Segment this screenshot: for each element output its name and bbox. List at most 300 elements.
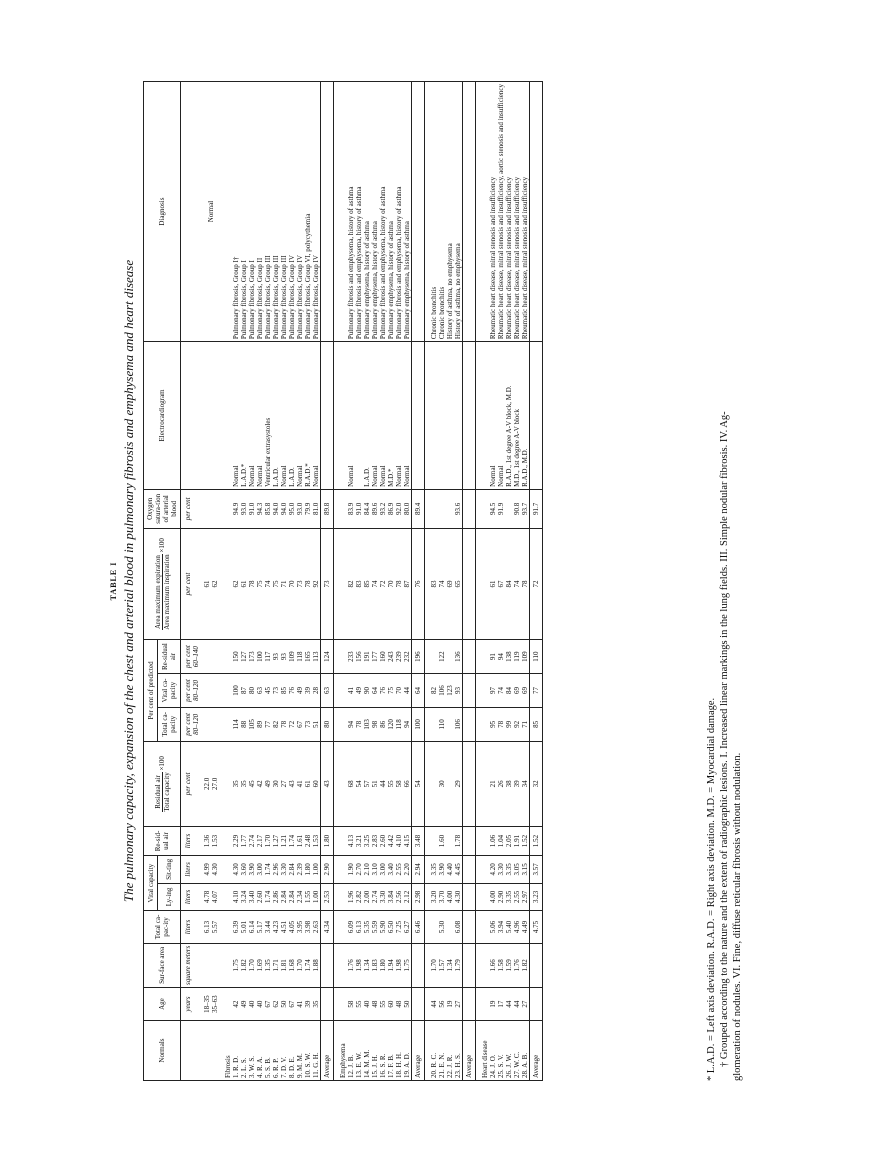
cell-ratio: 45 [248, 741, 256, 826]
cell-ecg: R.A.D.* [304, 342, 312, 490]
cell-surface: 1.81 [280, 943, 288, 987]
cell-area: 73 [296, 528, 304, 639]
cell-ratio: 60 [312, 741, 321, 826]
cell-p-total: 88 [240, 707, 248, 741]
cell-residual [430, 826, 438, 855]
cell-name: 2. L. S. [240, 1021, 248, 1081]
average-p-total: 85 [530, 707, 543, 741]
table-row [355, 82, 363, 1081]
cell-diagnosis: Pulmonary fibrosis, Group IV [288, 82, 296, 342]
table-row [387, 82, 395, 1081]
average-total [463, 911, 476, 944]
cell-total: 6.39 [232, 911, 240, 944]
cell-name: 14. M. M. [363, 1021, 371, 1081]
average-ratio: 54 [412, 741, 425, 826]
average-lying [463, 883, 476, 911]
col-diagnosis: Diagnosis [144, 82, 181, 342]
footnote-grouping-cont: glomeration of nodules. VI. Fine, diffuse reticular fibrosis without nodulation. [732, 752, 743, 1081]
cell-p-total: 71 [521, 707, 530, 741]
cell-ecg: Normal [312, 342, 321, 490]
average-p-vital: 63 [321, 674, 334, 708]
cell-sitting: 3.30 [280, 856, 288, 884]
cell-age: 62 [272, 988, 280, 1021]
cell-name: 18. H. H. [395, 1021, 403, 1081]
cell-surface: 1.80 [379, 943, 387, 987]
cell-p-vital: 69 [513, 674, 521, 708]
col-sitting: Sit-ting [158, 856, 181, 884]
cell-name: 1. R. D. [232, 1021, 240, 1081]
cell-diagnosis: Pulmonary fibrosis and emphysema, history of asthma [395, 82, 403, 342]
cell-oxygen: 90.8 [513, 489, 521, 528]
cell-surface: 1.88 [312, 943, 321, 987]
cell-diagnosis: History of asthma, no emphysema [446, 82, 454, 342]
cell-area: 69 [446, 528, 454, 639]
cell-residual [446, 826, 454, 855]
cell-p-total: 114 [232, 707, 240, 741]
cell-oxygen: 95.0 [288, 489, 296, 528]
cell-ratio: 30 [438, 741, 446, 826]
cell-sitting: 2.55 [395, 856, 403, 884]
cell-lying: 2.90 [497, 883, 505, 911]
cell-surface: 1.82 [521, 943, 530, 987]
cell-residual: 1.52 [521, 826, 530, 855]
cell-ecg [430, 342, 438, 490]
cell-age: 50 [403, 988, 412, 1021]
cell-oxygen: 93.2 [379, 489, 387, 528]
cell-lying: 2.60 [256, 883, 264, 911]
cell-lying: 2.12 [403, 883, 412, 911]
table-row [430, 82, 438, 1081]
cell-lying: 2.55 [513, 883, 521, 911]
cell-total: 5.30 [438, 911, 446, 944]
cell-lying: 4.30 [454, 883, 463, 911]
cell-p-vital: 100 [232, 674, 240, 708]
cell-area: 74 [371, 528, 379, 639]
cell-total: 4.05 [288, 911, 296, 944]
cell-total: 6.13 [355, 911, 363, 944]
group-title: Fibrosis [219, 1021, 232, 1081]
cell-p-total: 82 [272, 707, 280, 741]
cell-name: 3. W. S. [248, 1021, 256, 1081]
cell-ratio: 61 [304, 741, 312, 826]
cell-p-vital: 85 [280, 674, 288, 708]
units-row [181, 82, 204, 1081]
table-row [272, 82, 280, 1081]
table-row [454, 82, 463, 1081]
cell-name: 17. F. B. [387, 1021, 395, 1081]
col-total-capacity: Total ca-pac-ity [144, 911, 181, 944]
cell-age: 27 [454, 988, 463, 1021]
cell-p-vital: 70 [395, 674, 403, 708]
cell-ecg: R.A.D., 1st degree A-V block, M.D. [505, 342, 513, 490]
cell-area: 72 [379, 528, 387, 639]
cell-diagnosis: Pulmonary fibrosis, Group III [272, 82, 280, 342]
cell-diagnosis: Pulmonary fibrosis, Group IV [296, 82, 304, 342]
cell-age: 44 [430, 988, 438, 1021]
cell-p-resid [430, 640, 438, 674]
cell-total [430, 911, 438, 944]
cell-p-total: 103 [363, 707, 371, 741]
cell-p-vital: 28 [312, 674, 321, 708]
cell-area: 74 [264, 528, 272, 639]
cell-ratio: 29 [454, 741, 463, 826]
cell-lying: 3.70 [438, 883, 446, 911]
cell-sitting: 3.05 [513, 856, 521, 884]
cell-oxygen: 89.6 [371, 489, 379, 528]
cell-p-vital: 80 [248, 674, 256, 708]
cell-oxygen: 86.9 [387, 489, 395, 528]
normal-diagnosis: Normal [203, 82, 219, 342]
cell-sitting: 3.35 [430, 856, 438, 884]
cell-lying: 2.86 [272, 883, 280, 911]
residual-ratio-times: ×100 [157, 756, 166, 771]
cell-p-total: 67 [296, 707, 304, 741]
cell-p-resid: 119 [513, 640, 521, 674]
cell-residual: 1.91 [513, 826, 521, 855]
cell-surface: 1.98 [395, 943, 403, 987]
cell-sitting: 3.30 [497, 856, 505, 884]
cell-surface: 1.98 [355, 943, 363, 987]
table-row [403, 82, 412, 1081]
unit-area: per cent [181, 528, 204, 639]
cell-p-vital: 123 [446, 674, 454, 708]
cell-p-resid: 93 [280, 640, 288, 674]
cell-p-vital: 63 [256, 674, 264, 708]
cell-age: 67 [288, 988, 296, 1021]
cell-sitting: 1.80 [304, 856, 312, 884]
cell-lying: 2.82 [355, 883, 363, 911]
cell-oxygen: 93.7 [521, 489, 530, 528]
cell-surface: 1.59 [505, 943, 513, 987]
unit-total: liters [181, 911, 204, 944]
residual-ratio-numerator: Residual air [154, 772, 163, 811]
col-surface-area: Sur-face area [144, 943, 181, 987]
cell-area: 61 [489, 528, 497, 639]
cell-oxygen [505, 489, 513, 528]
cell-surface: 1.83 [371, 943, 379, 987]
cell-total: 4.23 [272, 911, 280, 944]
normal-row-1: 18–35 6.13 4.78 4.99 1.36 22.0 61 Normal [203, 82, 211, 1081]
cell-p-resid: 118 [296, 640, 304, 674]
cell-diagnosis: History of asthma, no emphysema [454, 82, 463, 342]
cell-area: 83 [355, 528, 363, 639]
average-residual: 1.80 [321, 826, 334, 855]
cell-ratio: 49 [264, 741, 272, 826]
col-pred-residual: Re-sidual air [158, 640, 181, 674]
average-residual [463, 826, 476, 855]
cell-ratio: 27 [280, 741, 288, 826]
cell-total: 3.98 [304, 911, 312, 944]
unit-age: years [181, 988, 204, 1021]
cell-p-resid: 91 [489, 640, 497, 674]
cell-total: 5.17 [256, 911, 264, 944]
table-row [304, 82, 312, 1081]
cell-residual: 1.21 [280, 826, 288, 855]
cell-oxygen: 94.9 [232, 489, 240, 528]
cell-ratio: 39 [513, 741, 521, 826]
cell-p-total: 78 [280, 707, 288, 741]
cell-ratio: 44 [379, 741, 387, 826]
cell-p-resid [446, 640, 454, 674]
table-row [363, 82, 371, 1081]
col-age: Age [144, 988, 181, 1021]
cell-p-resid: 160 [379, 640, 387, 674]
average-sitting: 2.90 [321, 856, 334, 884]
cell-sitting: 3.35 [505, 856, 513, 884]
cell-ecg: L.A.D. [288, 342, 296, 490]
table-row [256, 82, 264, 1081]
cell-age: 41 [296, 988, 304, 1021]
cell-sitting: 2.84 [288, 856, 296, 884]
cell-residual: 4.42 [387, 826, 395, 855]
cell-sitting: 3.40 [387, 856, 395, 884]
cell-p-vital: 49 [355, 674, 363, 708]
cell-sitting: 1.74 [264, 856, 272, 884]
cell-ecg: Normal [248, 342, 256, 490]
cell-total: 6.14 [248, 911, 256, 944]
cell-residual: 4.13 [347, 826, 355, 855]
cell-p-total: 105 [248, 707, 256, 741]
average-oxygen [463, 489, 476, 528]
cell-residual: 2.17 [256, 826, 264, 855]
cell-surface: 1.34 [363, 943, 371, 987]
cell-lying: 2.56 [395, 883, 403, 911]
cell-p-resid: 233 [347, 640, 355, 674]
cell-p-total: 98 [371, 707, 379, 741]
col-pred-vital: Vital ca-pacity [158, 674, 181, 708]
cell-age: 60 [387, 988, 395, 1021]
cell-residual: 1.60 [438, 826, 446, 855]
cell-diagnosis: Pulmonary emphysema, history of asthma [363, 82, 371, 342]
cell-surface: 1.34 [446, 943, 454, 987]
cell-lying: 4.00 [489, 883, 497, 911]
cell-age: 35 [312, 988, 321, 1021]
cell-surface: 1.74 [304, 943, 312, 987]
cell-age: 55 [379, 988, 387, 1021]
average-label: Average [321, 1021, 334, 1081]
cell-age: 19 [489, 988, 497, 1021]
unit-pred-vital: per cent 80–120 [181, 674, 204, 708]
area-ratio-denominator: Area maximum inspiration [162, 554, 171, 630]
average-p-total: 80 [321, 707, 334, 741]
cell-area: 62 [232, 528, 240, 639]
cell-lying: 3.20 [430, 883, 438, 911]
cell-age: 48 [371, 988, 379, 1021]
cell-p-vital: 93 [454, 674, 463, 708]
cell-diagnosis: Pulmonary fibrosis and emphysema, history of asthma [355, 82, 363, 342]
average-ratio: 43 [321, 741, 334, 826]
cell-lying: 2.84 [288, 883, 296, 911]
cell-p-total: 94 [403, 707, 412, 741]
cell-ratio: 35 [232, 741, 240, 826]
table-label: TABLE I [109, 561, 118, 601]
cell-total: 5.06 [489, 911, 497, 944]
table-row [489, 82, 497, 1081]
cell-lying: 1.74 [264, 883, 272, 911]
cell-lying: 1.96 [347, 883, 355, 911]
cell-area: 74 [438, 528, 446, 639]
cell-p-vital: 49 [296, 674, 304, 708]
average-sitting: 3.57 [530, 856, 543, 884]
cell-surface: 1.94 [387, 943, 395, 987]
cell-residual: 2.74 [248, 826, 256, 855]
cell-surface: 1.82 [240, 943, 248, 987]
cell-diagnosis: Pulmonary fibrosis, Group VI, polycythemia [304, 82, 312, 342]
cell-age: 17 [497, 988, 505, 1021]
col-oxygen: Oxygen satura-tion of arterial blood [144, 489, 181, 528]
cell-p-resid: 239 [395, 640, 403, 674]
cell-surface: 1.79 [454, 943, 463, 987]
average-sitting: 2.94 [412, 856, 425, 884]
cell-residual: 2.60 [379, 826, 387, 855]
cell-p-vital: 97 [489, 674, 497, 708]
average-lying: 2.53 [321, 883, 334, 911]
cell-ratio: 34 [521, 741, 530, 826]
cell-name: 20. R. C. [430, 1021, 438, 1081]
cell-residual: 1.77 [240, 826, 248, 855]
cell-ratio: 51 [371, 741, 379, 826]
cell-area: 74 [513, 528, 521, 639]
cell-p-vital: 74 [497, 674, 505, 708]
cell-name: 9. M. M. [296, 1021, 304, 1081]
cell-lying: 4.10 [232, 883, 240, 911]
average-p-vital: 64 [412, 674, 425, 708]
cell-name: 23. H. S. [454, 1021, 463, 1081]
cell-ratio: 54 [355, 741, 363, 826]
cell-ecg [355, 342, 363, 490]
cell-residual: 1.27 [272, 826, 280, 855]
cell-ecg: Normal [347, 342, 355, 490]
cell-p-resid: 117 [264, 640, 272, 674]
col-ecg: Electrocardiogram [144, 342, 181, 490]
cell-name: 4. R. A. [256, 1021, 264, 1081]
average-p-resid: 196 [412, 640, 425, 674]
cell-area: 71 [280, 528, 288, 639]
cell-p-resid: 177 [371, 640, 379, 674]
cell-p-vital: 76 [288, 674, 296, 708]
cell-age: 44 [505, 988, 513, 1021]
average-residual: 1.52 [530, 826, 543, 855]
average-total: 4.34 [321, 911, 334, 944]
cell-ecg: Normal [232, 342, 240, 490]
cell-p-total: 78 [355, 707, 363, 741]
cell-lying: 1.55 [304, 883, 312, 911]
cell-sitting: 3.00 [256, 856, 264, 884]
group-title: Emphysema [334, 1021, 348, 1081]
average-oxygen: 91.7 [530, 489, 543, 528]
cell-residual: 1.06 [489, 826, 497, 855]
cell-area: 75 [256, 528, 264, 639]
cell-total: 5.01 [240, 911, 248, 944]
cell-p-resid: 94 [497, 640, 505, 674]
average-oxygen: 89.8 [321, 489, 334, 528]
cell-residual: 1.78 [454, 826, 463, 855]
cell-oxygen: 94.5 [489, 489, 497, 528]
cell-lying: 2.84 [280, 883, 288, 911]
average-p-resid [463, 640, 476, 674]
col-vital-capacity: Vital capacity [144, 856, 158, 911]
cell-oxygen [446, 489, 454, 528]
cell-total: 5.35 [363, 911, 371, 944]
cell-area: 67 [497, 528, 505, 639]
cell-total: 4.49 [521, 911, 530, 944]
cell-ratio: 41 [296, 741, 304, 826]
cell-surface: 1.66 [489, 943, 497, 987]
cell-p-resid: 165 [304, 640, 312, 674]
cell-oxygen: 93.6 [454, 489, 463, 528]
cell-diagnosis: Rheumatic heart disease, mitral stenosis and insufficiency [513, 82, 521, 342]
table-row [347, 82, 355, 1081]
cell-diagnosis: Pulmonary emphysema, history of asthma [387, 82, 395, 342]
cell-surface: 1.35 [264, 943, 272, 987]
cell-age: 58 [347, 988, 355, 1021]
cell-total: 6.50 [387, 911, 395, 944]
cell-age: 67 [264, 988, 272, 1021]
cell-oxygen [430, 489, 438, 528]
average-label: Average [530, 1021, 543, 1081]
table-row [288, 82, 296, 1081]
cell-p-total [446, 707, 454, 741]
cell-sitting: 3.15 [521, 856, 530, 884]
cell-oxygen: 91.0 [248, 489, 256, 528]
cell-area: 78 [304, 528, 312, 639]
average-label: Average [463, 1021, 476, 1081]
cell-name: 27. W. C. [513, 1021, 521, 1081]
cell-oxygen [438, 489, 446, 528]
cell-p-total: 73 [304, 707, 312, 741]
cell-total: 6.09 [347, 911, 355, 944]
cell-ratio: 26 [497, 741, 505, 826]
cell-total: 5.90 [379, 911, 387, 944]
cell-oxygen: 94.3 [256, 489, 264, 528]
average-total: 6.46 [412, 911, 425, 944]
cell-ecg: M.D., 1st degree A-V block [513, 342, 521, 490]
cell-surface: 1.70 [248, 943, 256, 987]
cell-oxygen: 84.4 [363, 489, 371, 528]
cell-name: 7. D. V. [280, 1021, 288, 1081]
cell-diagnosis: Rheumatic heart disease, mitral stenosis and insufficiency [489, 82, 497, 342]
cell-diagnosis: Pulmonary fibrosis and emphysema, history of asthma [379, 82, 387, 342]
cell-diagnosis: Pulmonary fibrosis and emphysema, history of asthma [347, 82, 355, 342]
cell-sitting: 3.00 [379, 856, 387, 884]
cell-p-total: 92 [513, 707, 521, 741]
cell-sitting: 4.40 [446, 856, 454, 884]
cell-sitting: 3.60 [240, 856, 248, 884]
cell-surface: 1.70 [296, 943, 304, 987]
group-title-row [219, 82, 232, 1081]
average-residual: 3.48 [412, 826, 425, 855]
cell-name: 26. J. W. [505, 1021, 513, 1081]
cell-ecg: Normal [371, 342, 379, 490]
average-p-total [463, 707, 476, 741]
average-p-vital: 77 [530, 674, 543, 708]
cell-lying: 3.40 [248, 883, 256, 911]
cell-area: 78 [248, 528, 256, 639]
rotated-table-page [105, 81, 785, 1081]
table-row [264, 82, 272, 1081]
cell-residual: 1.61 [296, 826, 304, 855]
cell-sitting: 3.90 [248, 856, 256, 884]
cell-area: 70 [387, 528, 395, 639]
cell-ratio: 68 [347, 741, 355, 826]
col-residual-ratio [144, 741, 181, 826]
average-oxygen: 89.4 [412, 489, 425, 528]
cell-p-resid: 232 [403, 640, 412, 674]
average-lying: 3.23 [530, 883, 543, 911]
cell-p-total: 51 [312, 707, 321, 741]
cell-residual: 4.15 [403, 826, 412, 855]
average-lying: 2.98 [412, 883, 425, 911]
